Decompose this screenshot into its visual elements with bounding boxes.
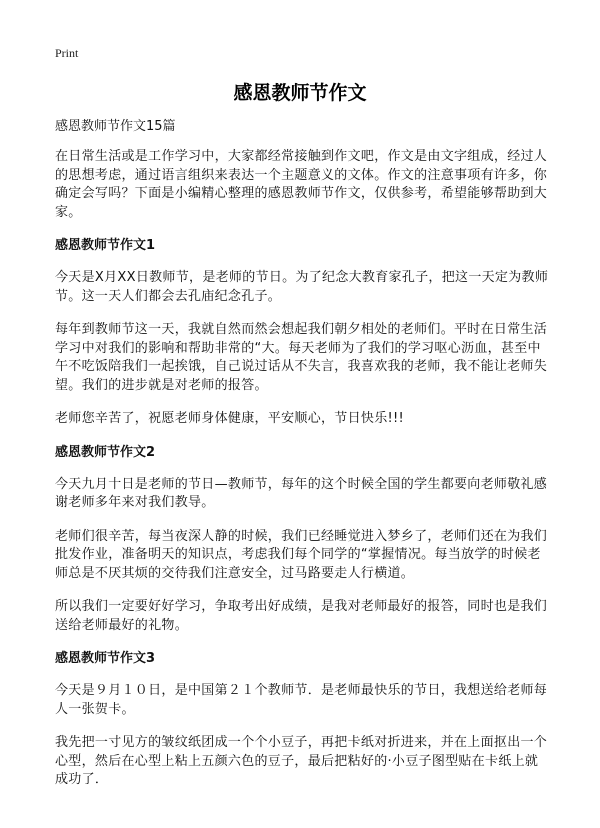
section-paragraph: 今天九月十日是老师的节日—教师节，每年的这个时候全国的学生都要向老师敬礼感谢老师多年来对我们教导。	[55, 476, 548, 510]
section-paragraph: 我先把一寸见方的皱纹纸团成一个个小豆子，再把卡纸对折进来，并在上面抠出一个心型，然后在心型上粘上五颜六色的豆子，最后把粘好的·小豆子图型贴在卡纸上就成功了．	[55, 735, 548, 787]
intro-paragraph: 在日常生活或是工作学习中，大家都经常接触到作文吧，作文是由文字组成，经过人的思想考虑，通过语言组织来表达一个主题意义的文体。作文的注意事项有许多，你确定会写吗？下面是小编精心整理的感恩教师节作文，仅供参考，希望能够帮助到大家。	[55, 149, 548, 220]
section-heading: 感恩教师节作文3	[55, 651, 156, 666]
article-body	[55, 118, 549, 805]
section-paragraph: 所以我们一定要好好学习，争取考出好成绩，是我对老师最好的报答，同时也是我们送给老师最好的礼物。	[55, 599, 548, 633]
section-paragraph: 老师您辛苦了，祝愿老师身体健康，平安顺心，节日快乐!!!	[55, 411, 405, 426]
section-paragraph: 今天是X月XX日教师节，是老师的节日。为了纪念大教育家孔子，把这一天定为教师节。这一天人们都会去孔庙纪念孔子。	[55, 270, 549, 304]
section-paragraph: 老师们很辛苦，每当夜深人静的时候，我们已经睡觉进入梦乡了，老师们还在为我们批发作业，准备明天的知识点，考虑我们每个同学的“掌握情况。每当放学的时候老师总是不厌其烦的交待我们注意安全，过马路要走人行横道。	[55, 528, 548, 581]
section-paragraph: 今天是９月１０日，是中国第２１个教师节．是老师最快乐的节日，我想送给老师每人一张贺卡。	[55, 683, 548, 717]
page-title: 感恩教师节作文	[233, 82, 367, 104]
print-link[interactable]: Print	[55, 46, 79, 60]
section-heading: 感恩教师节作文1	[55, 238, 156, 253]
section-paragraph: 每年到教师节这一天，我就自然而然会想起我们朝夕相处的老师们。平时在日常生活学习中对我们的影响和帮助非常的“大。每天老师为了我们的学习呕心沥血，甚至中午不吃饭陪我们一起挨饿，自己说过话从不失言，我喜欢我的老师，我不能让老师失望。我们的进步就是对老师的报答。	[55, 322, 548, 393]
article-subtitle: 感恩教师节作文15篇	[55, 119, 176, 134]
section-heading: 感恩教师节作文2	[55, 444, 156, 460]
